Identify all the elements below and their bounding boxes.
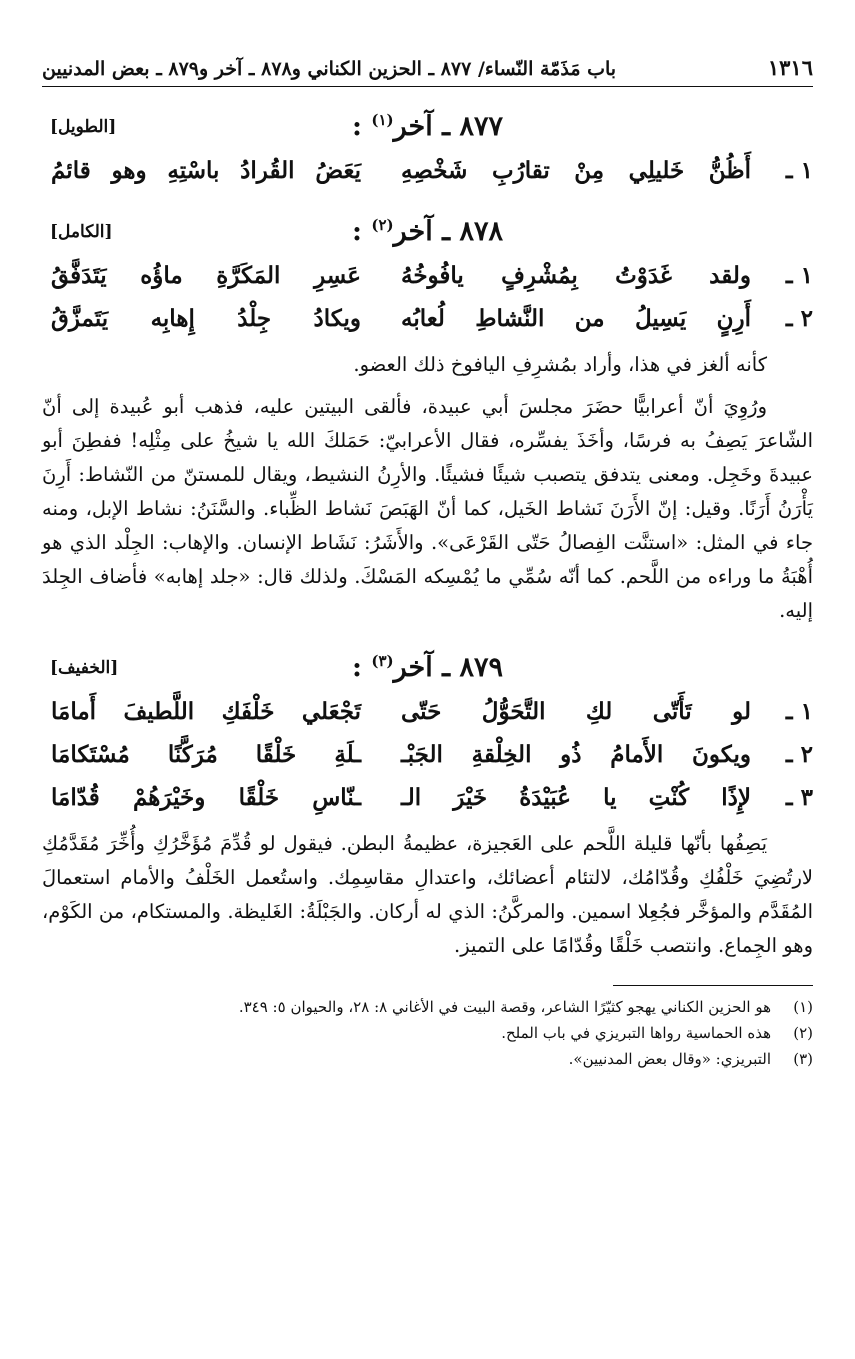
section-heading-877 xyxy=(42,107,813,149)
commentary-paragraph: ورُوِيَ أنّ أعرابيًّا حضَرَ مجلسَ أبي عبيدة، فألقى البيتين عليه، فذهب أبو عُبيدة إلى أنّ الشّاعرَ يَصِفُ به فرسًا، وأخَذَ يفسِّره، فقال الأعرابيّ: حَمَلكَ الله يا شيخُ على مِثْلِه! ففطِنَ أبو عبيدةَ وخَجِل. ومعنى يتدفق يتصبب شيئًا فشيئًا. والأرِنُ النشيط، ويقال للمستنّ من النّشاط: أَرِنَ يَأْرَنُ أَرَنًا. وقيل: إنّ الأَرَنَ نَشاط الخَيل، كما أنّ الهَبَصَ نَشاط الظِّباء. والسَّنَنُ: نشاط الإبل، ومنه جاء في المثل: «استنَّت الفِصالُ حَتّى القَرْعَى». والأَشَرُ: نَشَاط الإنسان. والإهاب: الجِلْد الذي هو أُهْبَةُ ما وراءه من اللَّحم. كما أنّه سُمِّي ما يُمْسِكه المَسْكَ. ولذلك قال: «جلد إهابه» فأضاف الجِلدَ إليه. xyxy=(42,395,813,622)
verse-first-hemistich: أَظُنُّ خَليلِي مِنْ تقارُبِ شَخْصِهِ xyxy=(401,157,751,184)
footnote-ref: (٢) xyxy=(371,216,394,234)
verse-first-hemistich: أَرِنٍ يَسِيلُ من النَّشاطِ لُعابُه xyxy=(401,305,751,332)
verse-number: ١ ـ xyxy=(785,698,813,725)
verse-line xyxy=(42,149,813,192)
running-header xyxy=(42,55,813,87)
verse-second-hemistich: ـلَةِ خَلْقًا مُرَكَّنًا مُسْتَكامَا xyxy=(51,741,361,768)
footnote-mark: (١) xyxy=(793,998,813,1016)
section-heading-878 xyxy=(42,212,813,254)
commentary-paragraph: يَصِفُها بأنّها قليلة اللَّحم على العَجيزة، عظيمةُ البطن. فيقول لو قُدِّمَ مُؤَخَّرُكِ وأُخِّرَ مُقَدَّمُكِ لارتُضِيَ خَلْفُكِ وقُدّامُك، لالتئام أعضائك، واعتدالِ مقاسِمِك. واستُعمل الخَلْفُ والأمام استعمالَ المُقَدَّم والمؤخَّر فجُعِلا اسمين. والمركَّنُ: الذي له أركان. والجَبْلَةُ: الغَليظة. والمستكام، من الكَوْم، وهو الجِماع. وانتصب خَلْقًا وقُدّامًا على التميز. xyxy=(42,832,813,957)
verse-number: ٢ ـ xyxy=(785,741,813,768)
verse-line xyxy=(42,297,813,340)
verse-number: ١ ـ xyxy=(785,262,813,289)
footnote xyxy=(42,1046,813,1072)
section-title: ٨٧٧ ـ آخر$^{(١)}$ : xyxy=(352,111,503,142)
footnote-ref: (٣) xyxy=(371,652,394,670)
verse-number: ٢ ـ xyxy=(785,305,813,332)
verse-number: ٣ ـ xyxy=(785,784,813,811)
verse-line xyxy=(42,733,813,776)
footnote-ref: (١) xyxy=(371,111,394,129)
footnote-text: التبريزي: «وقال بعض المدنيين». xyxy=(568,1050,771,1068)
verse-second-hemistich: تَجْعَلي خَلْفَكِ اللَّطيفَ أَمامَا xyxy=(51,698,361,725)
footnote-mark: (٢) xyxy=(793,1024,813,1042)
verse-number: ١ ـ xyxy=(785,157,813,184)
verse-line xyxy=(42,254,813,297)
verse-first-hemistich: ولقد غَدَوْتُ بِمُشْرِفٍ يافُوخُهُ xyxy=(401,262,751,289)
verse-first-hemistich: لو تَأَتّى لكِ التَّحَوُّلُ حَتّى xyxy=(401,698,751,725)
verse-first-hemistich: ويكونَ الأَمامُ ذُو الخِلْقةِ الجَبْـ xyxy=(401,741,751,768)
verse-line xyxy=(42,776,813,819)
verse-line xyxy=(42,690,813,733)
footnote xyxy=(42,1020,813,1046)
section-heading-879 xyxy=(42,648,813,690)
running-title: باب مَذَمّة النّساء/ ٨٧٧ ـ الحزين الكناني و٨٧٨ ـ آخر و٨٧٩ ـ بعض المدنيين xyxy=(42,58,617,80)
verse-second-hemistich: ويكادُ جِلْدُ إِهابِه يَتَمزَّقُ xyxy=(51,305,361,332)
verse-second-hemistich: ـنّاسِ خَلْقًا وخَيْرَهُمْ قُدّامَا xyxy=(51,784,361,811)
footnote-text: هو الحزين الكناني يهجو كثيّرًا الشاعر، وقصة البيت في الأغاني ٨: ٢٨، والحيوان ٥: ٣٤٩. xyxy=(238,998,771,1016)
section-title: ٨٧٩ ـ آخر$^{(٣)}$ : xyxy=(352,652,503,683)
footnote-mark: (٣) xyxy=(793,1050,813,1068)
verse-second-hemistich: يَعَضُ القُرادُ باسْتِهِ وهو قائمُ xyxy=(51,157,361,184)
meter-label: [الخفيف] xyxy=(50,658,119,678)
footnote-divider xyxy=(613,985,813,986)
footnotes xyxy=(42,994,813,1072)
footnote-text: هذه الحماسية رواها التبريزي في باب الملح. xyxy=(501,1024,771,1042)
page-number: ١٣١٦ xyxy=(767,55,813,80)
meter-label: [الطويل] xyxy=(50,117,117,137)
footnote xyxy=(42,994,813,1020)
verse-second-hemistich: عَسِرِ المَكَرَّةِ ماؤُه يَتَدَفَّقُ xyxy=(51,262,361,289)
verse-first-hemistich: لإِذًا كُنْتِ يا عُبَيْدَةُ خَيْرَ الـ xyxy=(401,784,751,811)
commentary-paragraph: كأنه ألغز في هذا، وأراد بمُشرِفِ اليافوخ ذلك العضو. xyxy=(353,353,767,376)
section-title: ٨٧٨ ـ آخر$^{(٢)}$ : xyxy=(352,216,503,247)
meter-label: [الكامل] xyxy=(50,222,113,242)
